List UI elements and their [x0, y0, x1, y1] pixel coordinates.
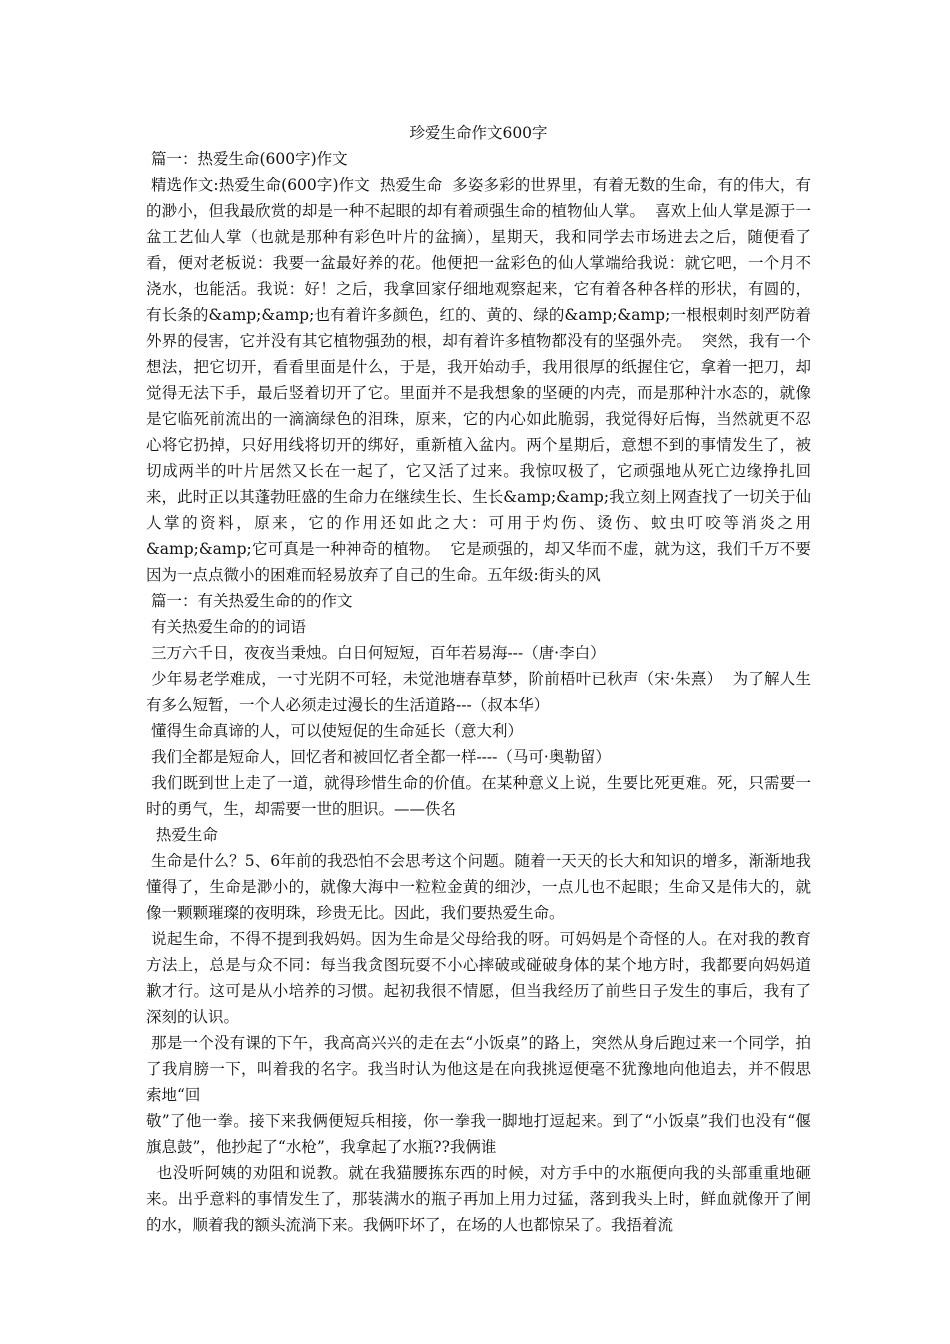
paragraph: 我们既到世上走了一道，就得珍惜生命的价值。在某种意义上说，生要比死更难。死，只需要一时的勇气，生，却需要一世的胆识。——佚名	[146, 774, 811, 818]
paragraph: 精选作文:热爱生命(600字)作文 热爱生命 多姿多彩的世界里，有着无数的生命，有的伟大，有的渺小，但我最欣赏的却是一种不起眼的却有着顽强生命的植物仙人掌。 喜欢上仙人掌是源于一盆工艺仙人掌（也就是那种有彩色叶片的盆摘），星期天，我和同学去市场进去之后，随便看了看，便对老板说：我要一盆最好养的花。他便把一盆彩色的仙人掌端给我说：就它吧，一个月不浇水，也能活。我说：好！之后，我拿回家仔细地观察起来，它有着各种各样的形状，有圆的，有长条的&amp;&amp;也有着许多颜色，红的、黄的、绿的&amp;&amp;一根根刺时刻严防着外界的侵害，它并没有其它植物强劲的根，却有着许多植物都没有的坚强外壳。 突然，我有一个想法，把它切开，看看里面是什么，于是，我开始动手，我用很厚的纸握住它，拿着一把刀，却觉得无法下手，最后竖着切开了它。里面并不是我想象的坚硬的内壳，而是那种汁水态的，就像是它临死前流出的一滴滴绿色的泪珠，原来，它的内心如此脆弱，我觉得好后悔，当然就更不忍心将它扔掉，只好用线将切开的绑好，重新植入盆内。两个星期后，意想不到的事情发生了，被切成两半的叶片居然又长在一起了，它又活了过来。我惊叹极了，它顽强地从死亡边缘挣扎回来，此时正以其蓬勃旺盛的生命力在继续生长、生长&amp;&amp;我立刻上网查找了一切关于仙人掌的资料，原来，它的作用还如此之大：可用于灼伤、烫伤、蚊虫叮咬等消炎之用&amp;&amp;它可真是一种神奇的植物。 它是顽强的，却又华而不虚，就为这，我们千万不要因为一点点微小的困难而轻易放弃了自己的生命。五年级:街头的风	[146, 176, 811, 584]
paragraph: 说起生命，不得不提到我妈妈。因为生命是父母给我的呀。可妈妈是个奇怪的人。在对我的教育方法上，总是与众不同：每当我贪图玩耍不小心摔破或碰破身体的某个地方时，我都要向妈妈道歉才行。这可是从小培养的习惯。起初我很不情愿，但当我经历了前些日子发生的事后，我有了深刻的认识。	[146, 930, 811, 1026]
paragraph: 三万六千日，夜夜当秉烛。白日何短短，百年若易海---（唐·李白）	[146, 644, 606, 662]
paragraph: 有关热爱生命的的词语	[146, 618, 306, 636]
paragraph: 我们全都是短命人，回忆者和被回忆者全都一样----（马可·奥勒留）	[146, 748, 611, 766]
paragraph: 敬”了他一拳。接下来我俩便短兵相接，你一拳我一脚地打逗起来。到了“小饭桌”我们也没有“偃旗息鼓”，他抄起了“水枪”，我拿起了水瓶??我俩谁	[146, 1112, 811, 1156]
paragraph: 生命是什么？5、6年前的我恐怕不会思考这个问题。随着一天天的长大和知识的增多，渐渐地我懂得了，生命是渺小的，就像大海中一粒粒金黄的细沙，一点儿也不起眼；生命又是伟大的，就像一颗颗璀璨的夜明珠，珍贵无比。因此，我们要热爱生命。	[146, 852, 811, 922]
paragraph: 少年易老学难成，一寸光阴不可轻，未觉池塘春草梦，阶前梧叶已秋声（宋·朱熹） 为了解人生有多么短暂，一个人必须走过漫长的生活道路---（叔本华）	[146, 670, 811, 714]
paragraph: 也没听阿姨的劝阻和说教。就在我猫腰拣东西的时候，对方手中的水瓶便向我的头部重重地砸来。出乎意料的事情发生了，那装满水的瓶子再加上用力过猛，落到我头上时，鲜血就像开了闸的水，顺着我的额头流淌下来。我俩吓坏了，在场的人也都惊呆了。我捂着流	[146, 1164, 811, 1234]
paragraph: 篇一：有关热爱生命的的作文	[146, 592, 353, 610]
paragraph: 懂得生命真谛的人，可以使短促的生命延长（意大利）	[146, 722, 523, 740]
paragraph: 那是一个没有课的下午，我高高兴兴的走在去“小饭桌”的路上，突然从身后跑过来一个同学，拍了我肩膀一下，叫着我的名字。我当时认为他这是在向我挑逗便毫不犹豫地向他追去，并不假思索地“回	[146, 1034, 811, 1104]
paragraph: 热爱生命	[146, 826, 218, 844]
document-title: 珍爱生命作文600字	[409, 124, 548, 142]
document-page	[146, 120, 811, 1238]
paragraph: 篇一：热爱生命(600字)作文	[146, 150, 348, 168]
